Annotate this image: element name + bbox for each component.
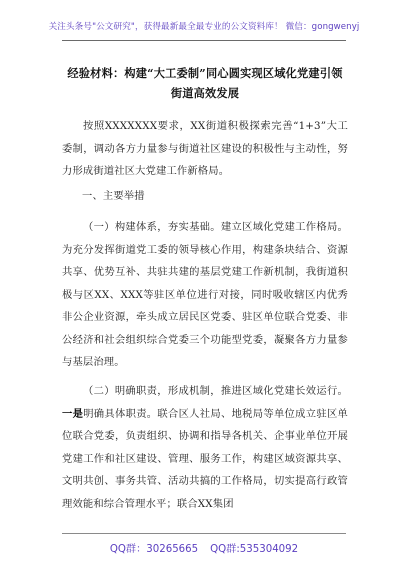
- document-title-line1: 经验材料：构建“大工委制”同心圆实现区域化党建引领: [67, 66, 343, 80]
- footer-divider: [62, 533, 346, 534]
- footer-qq-group-2: QQ群:535304092: [210, 544, 299, 555]
- header-banner: 关注头条号"公文研究"，获得最新最全最专业的公文资料库！ 微信：gongwenyj: [48, 22, 360, 32]
- paragraph-2-bold: 一是: [62, 407, 84, 420]
- document-title-line2: 街道高效发展: [170, 86, 240, 100]
- paragraph-1: （一）构建体系，夯实基础。建立区域化党建工作格局。为充分发挥街道党工委的领导核心作用，构建条块结合、资源共享、优势互补、共驻共建的基层党建工作新机制，我街道积极与区XX、XXX等驻区单位进行对接，同时吸收辖区内优秀非公企业资源，牵头成立居民区党委、驻区单位联合党委、非公经济和社会组织综合党委三个功能型党委，凝聚各方力量参与基层治理。: [62, 221, 348, 368]
- footer: [0, 540, 408, 555]
- paragraph-2-rest: 明确具体职责。联合区人社局、地税局等单位成立驻区单位联合党委，负责组织、协调和指导各机关、企事业单位开展党建工作和社区建设、管理、服务工作，构建区域资源共享、文明共创、事务共管、活动共搞的工作格局，切实提高行政管理效能和综合管理水平；联合XX集团: [62, 407, 348, 510]
- footer-qq-group-1: QQ群：30265665: [109, 544, 199, 555]
- intro-paragraph: 按照XXXXXXX要求，XX街道积极探索完善“1+3”大工委制，调动各方力量参与街道社区建设的积极性与主动性，努力形成街道社区大党建工作新格局。: [62, 120, 348, 177]
- paragraph-2: [62, 380, 348, 515]
- header-divider: [62, 40, 346, 41]
- section-heading: 一、主要举措: [82, 190, 145, 202]
- paragraph-2-lead: （二）明确职责，形成机制，推进区域化党建长效运行。: [83, 385, 348, 397]
